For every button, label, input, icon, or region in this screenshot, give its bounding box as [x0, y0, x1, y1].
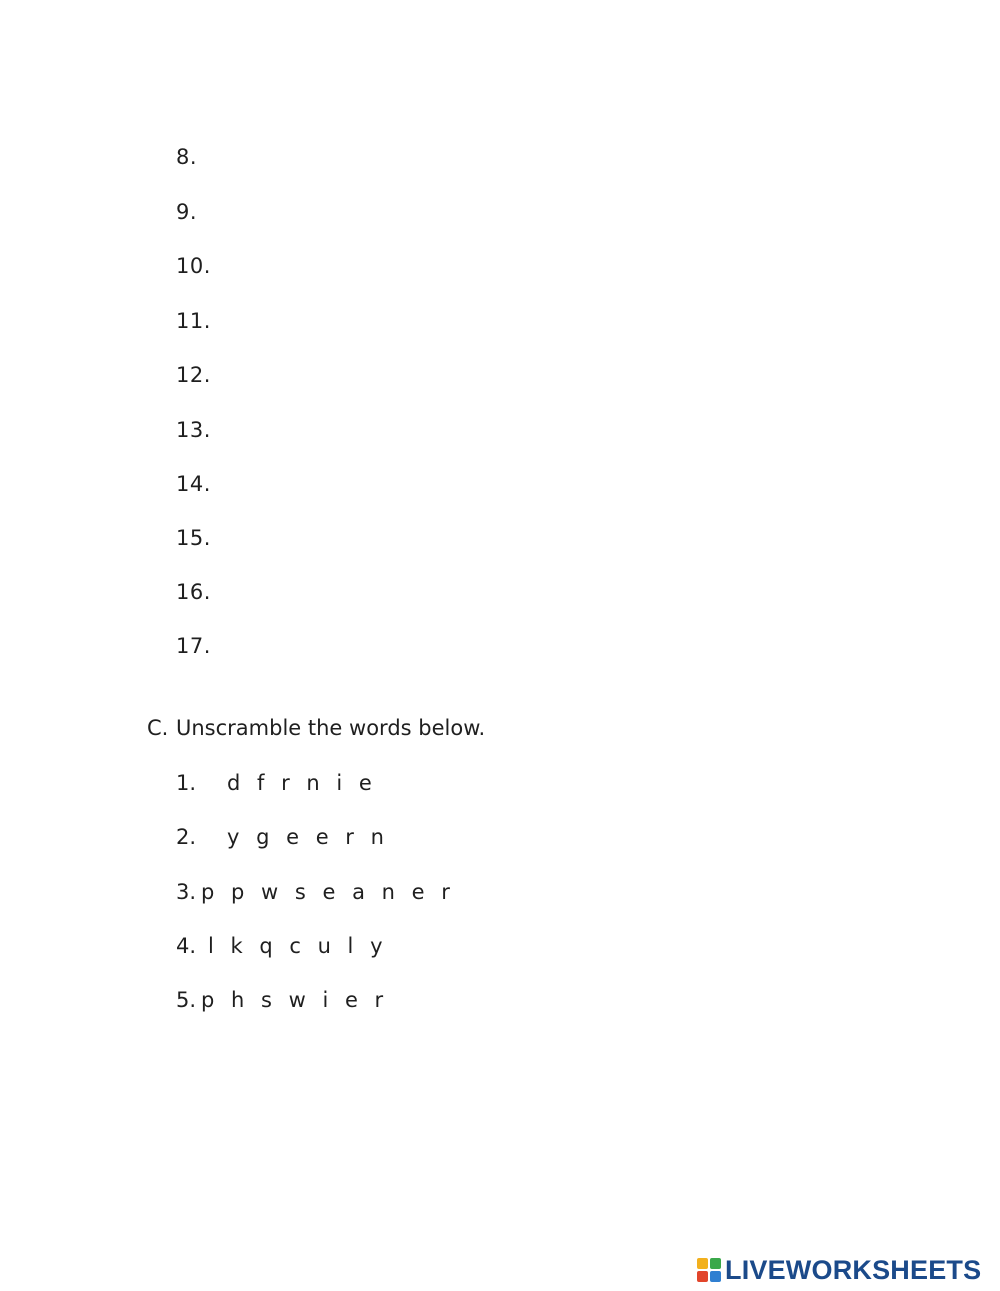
logo-blocks-icon	[697, 1258, 721, 1282]
answer-line-12: 12.	[176, 363, 211, 387]
section-c-heading	[147, 718, 485, 739]
item-number: 1.	[176, 771, 197, 795]
answer-line-10: 10.	[176, 254, 211, 278]
answer-line-13: 13.	[176, 418, 211, 442]
section-letter: C.	[147, 716, 169, 740]
answer-line-16: 16.	[176, 580, 211, 604]
item-number: 3.	[176, 880, 197, 904]
scramble-item-1	[176, 773, 377, 794]
scramble-item-5	[176, 990, 388, 1011]
logo-block	[710, 1271, 721, 1282]
scramble-item-3	[176, 882, 455, 903]
logo-block	[697, 1258, 708, 1269]
item-number: 4.	[176, 934, 197, 958]
answer-line-11: 11.	[176, 309, 211, 333]
logo-block	[697, 1271, 708, 1282]
answer-line-9: 9.	[176, 200, 198, 224]
scramble-item-2	[176, 827, 389, 848]
answer-line-8: 8.	[176, 145, 198, 169]
scrambled-word: p p w s e a n e r	[201, 880, 455, 904]
logo-block	[710, 1258, 721, 1269]
scramble-item-4	[176, 936, 388, 957]
scrambled-word: d f r n i e	[227, 771, 377, 795]
logo-text: LIVEWORKSHEETS	[725, 1254, 982, 1285]
answer-line-17: 17.	[176, 634, 211, 658]
scrambled-word: y g e e r n	[227, 825, 389, 849]
scrambled-word: p h s w i e r	[201, 988, 389, 1012]
section-instruction: Unscramble the words below.	[176, 716, 486, 740]
answer-line-14: 14.	[176, 472, 211, 496]
item-number: 2.	[176, 825, 197, 849]
item-number: 5.	[176, 988, 197, 1012]
liveworksheets-logo	[697, 1256, 981, 1284]
scrambled-word: l k q c u l y	[208, 934, 388, 958]
answer-line-15: 15.	[176, 526, 211, 550]
